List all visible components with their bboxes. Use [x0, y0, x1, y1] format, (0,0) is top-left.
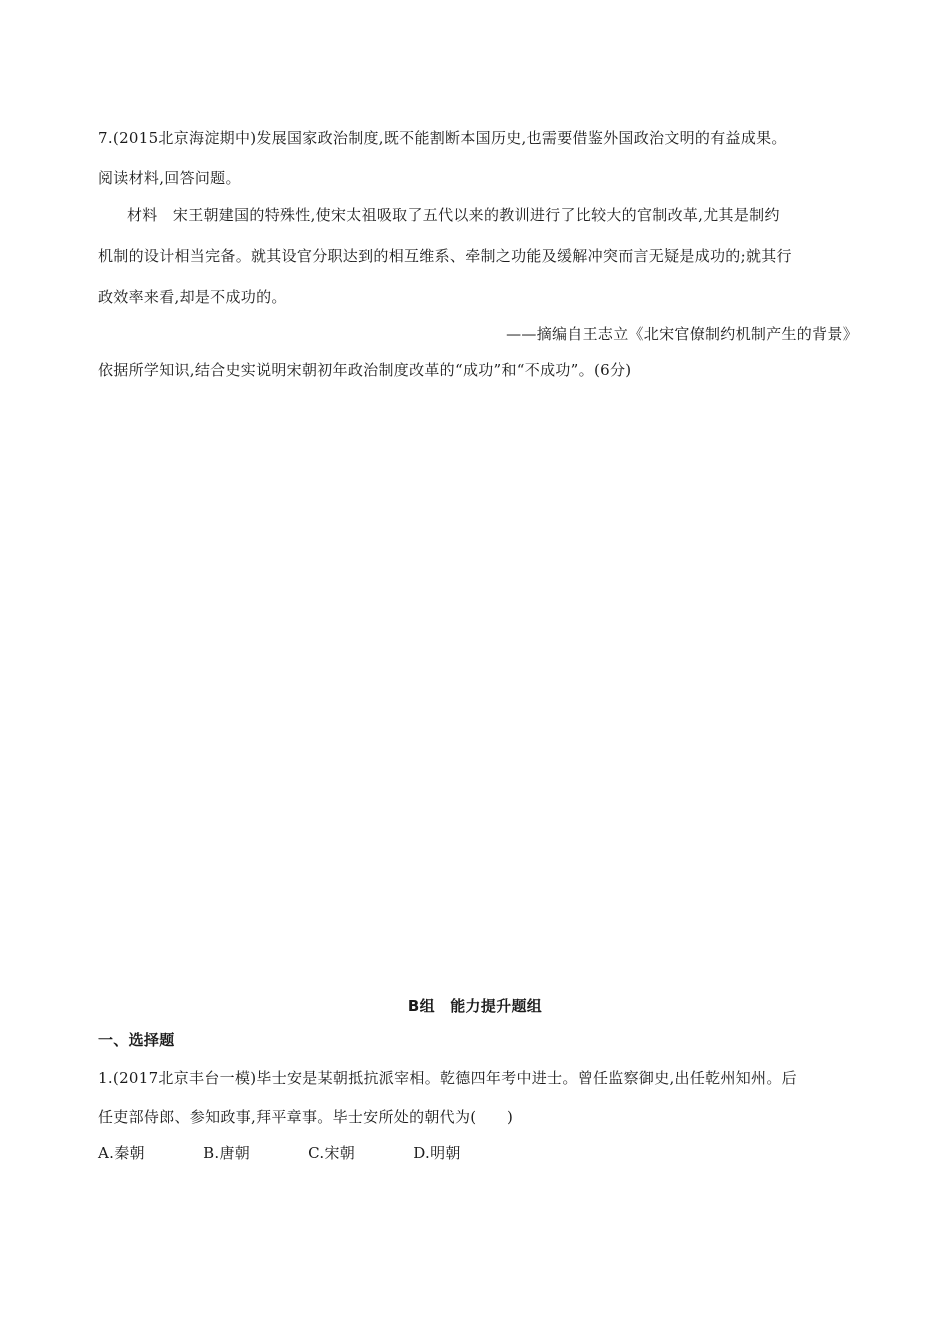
q1-option-c[interactable]: C.宋朝 [308, 1144, 356, 1162]
q1-option-d[interactable]: D.明朝 [413, 1144, 461, 1162]
q1-option-a[interactable]: A.秦朝 [98, 1144, 145, 1162]
q7-stem-line-2: 阅读材料,回答问题。 [98, 169, 241, 187]
q1-options [98, 1143, 513, 1163]
q1-stem-line-2: 任吏部侍郎、参知政事,拜平章事。毕士安所处的朝代为( ) [98, 1108, 514, 1126]
q7-material-line-1: 材料 宋王朝建国的特殊性,使宋太祖吸取了五代以来的教训进行了比较大的官制改革,尤其是制约 [127, 206, 780, 224]
section-b-subtitle: 一、选择题 [98, 1031, 175, 1049]
q7-material-line-2: 机制的设计相当完备。就其设官分职达到的相互维系、牵制之功能及缓解冲突而言无疑是成功的;就其行 [98, 247, 792, 265]
q7-stem-line-1: 7.(2015北京海淀期中)发展国家政治制度,既不能割断本国历史,也需要借鉴外国政治文明的有益成果。 [98, 129, 787, 147]
section-b-title: B组 能力提升题组 [407, 997, 543, 1015]
q7-source-citation: ——摘编自王志立《北宋官僚制约机制产生的背景》 [506, 325, 858, 343]
q7-question: 依据所学知识,结合史实说明宋朝初年政治制度改革的“成功”和“不成功”。(6分) [98, 361, 632, 379]
answer-space [98, 400, 858, 980]
q1-option-b[interactable]: B.唐朝 [203, 1144, 251, 1162]
q1-stem-line-1: 1.(2017北京丰台一模)毕士安是某朝抵抗派宰相。乾德四年考中进士。曾任监察御史,出任乾州知州。后 [98, 1069, 797, 1087]
q7-material-line-3: 政效率来看,却是不成功的。 [98, 288, 287, 306]
